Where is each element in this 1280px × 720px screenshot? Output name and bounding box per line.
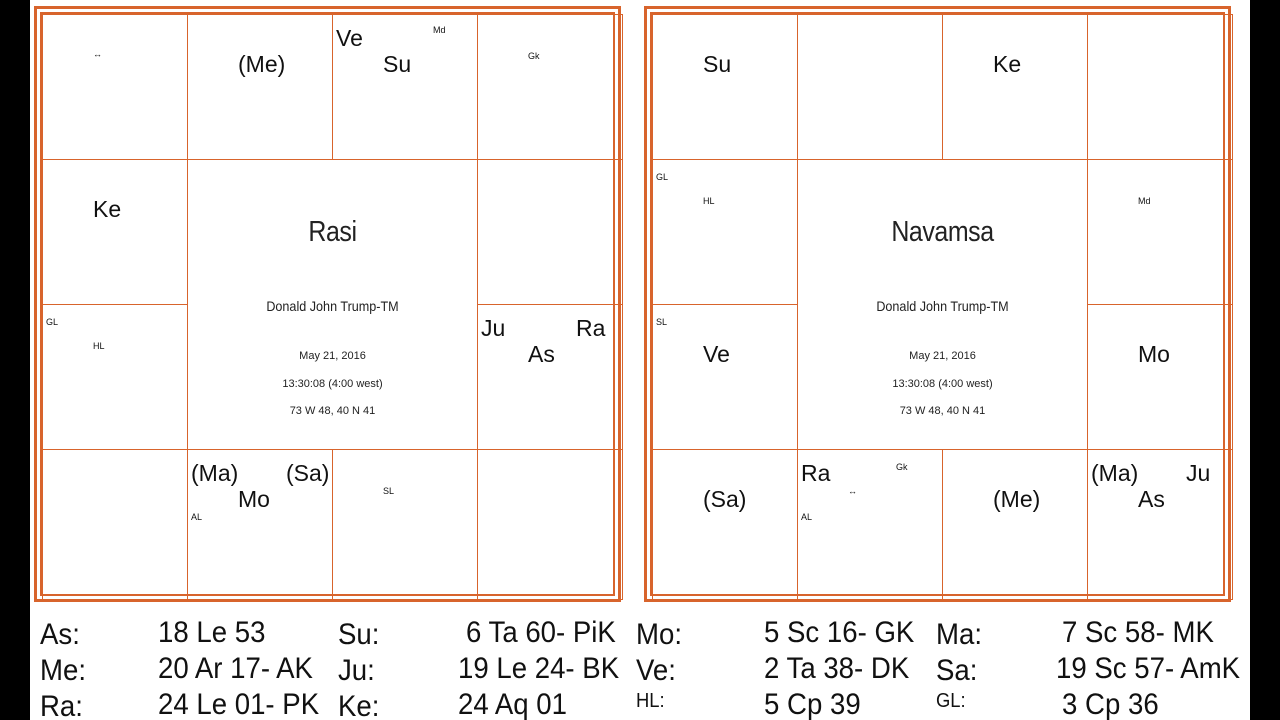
position-value: 5 Sc 16- GK — [764, 616, 915, 649]
position-label: Me: — [40, 654, 87, 687]
navamsa-planet: Gk — [896, 462, 908, 472]
navamsa-planet: HL — [703, 196, 715, 206]
navamsa-planet: ↔ — [848, 486, 857, 496]
rasi-house-r3c2 — [332, 449, 478, 600]
rasi-planet: As — [528, 341, 555, 367]
birth-date: May 21, 2016 — [909, 350, 976, 362]
rasi-house-r1c0 — [42, 159, 188, 305]
rasi-planet: Gk — [528, 51, 540, 61]
navamsa-planet: AL — [801, 512, 813, 522]
position-label: Mo: — [636, 618, 683, 651]
birth-coords: 73 W 48, 40 N 41 — [289, 405, 376, 417]
rasi-planet: ↔ — [93, 49, 102, 59]
navamsa-house-r0c1 — [797, 14, 943, 160]
navamsa-planet: Mo — [1138, 341, 1170, 367]
position-value: 19 Le 24- BK — [458, 652, 620, 685]
position-label: HL: — [636, 690, 665, 712]
navamsa-house-r3c2 — [942, 449, 1088, 600]
rasi-house-r3c3 — [477, 449, 623, 600]
rasi-planet: (Me) — [238, 51, 286, 77]
navamsa-house-r3c1 — [797, 449, 943, 600]
position-label: GL: — [936, 690, 966, 712]
rasi-house-r0c3 — [477, 14, 623, 160]
position-value: 7 Sc 58- MK — [1062, 616, 1214, 649]
rasi-chart — [34, 6, 621, 602]
navamsa-house-r2c0 — [652, 304, 798, 450]
rasi-house-r2c3 — [477, 304, 623, 450]
navamsa-house-r2c3 — [1087, 304, 1233, 450]
navamsa-chart-frame — [650, 12, 1225, 596]
native-name: Donald John Trump-TM — [876, 298, 1009, 314]
navamsa-planet: (Sa) — [703, 486, 747, 512]
rasi-planet: Ra — [576, 315, 606, 341]
navamsa-house-r1c3 — [1087, 159, 1233, 305]
navamsa-planet: (Ma) — [1091, 460, 1139, 486]
navamsa-planet: Ra — [801, 460, 831, 486]
rasi-chart-frame — [40, 12, 615, 596]
rasi-house-r0c2 — [332, 14, 478, 160]
rasi-planet: (Ma) — [191, 460, 239, 486]
navamsa-planet: (Me) — [993, 486, 1041, 512]
rasi-planet: GL — [46, 317, 59, 327]
rasi-planet: Su — [383, 51, 412, 77]
position-label: Ra: — [40, 690, 83, 720]
position-label: Su: — [338, 618, 380, 651]
rasi-planet: SL — [383, 486, 395, 496]
rasi-house-r1c3 — [477, 159, 623, 305]
navamsa-house-r1c0 — [652, 159, 798, 305]
navamsa-planet: Md — [1138, 196, 1151, 206]
rasi-planet: (Sa) — [286, 460, 330, 486]
chart-title: Navamsa — [891, 216, 994, 248]
position-value: 3 Cp 36 — [1062, 688, 1159, 720]
native-name: Donald John Trump-TM — [266, 298, 399, 314]
position-value: 2 Ta 38- DK — [764, 652, 910, 685]
chart-title: Rasi — [308, 216, 357, 248]
rasi-center — [187, 159, 478, 450]
position-label: As: — [40, 618, 80, 651]
rasi-house-r0c0 — [42, 14, 188, 160]
position-value: 24 Aq 01 — [458, 688, 567, 720]
position-label: Ju: — [338, 654, 375, 687]
navamsa-planet: Su — [703, 51, 732, 77]
navamsa-center — [797, 159, 1088, 450]
position-label: Sa: — [936, 654, 978, 687]
birth-time: 13:30:08 (4:00 west) — [892, 378, 993, 390]
navamsa-house-r3c3 — [1087, 449, 1233, 600]
birth-coords: 73 W 48, 40 N 41 — [899, 405, 986, 417]
rasi-house-r3c0 — [42, 449, 188, 600]
position-value: 5 Cp 39 — [764, 688, 861, 720]
rasi-planet: Ju — [481, 315, 506, 341]
rasi-house-r3c1 — [187, 449, 333, 600]
rasi-planet: Md — [433, 25, 446, 35]
navamsa-planet: SL — [656, 317, 668, 327]
planet-positions — [30, 612, 1250, 720]
position-label: Ke: — [338, 690, 380, 720]
position-value: 20 Ar 17- AK — [158, 652, 313, 685]
navamsa-chart — [644, 6, 1231, 602]
navamsa-house-r0c0 — [652, 14, 798, 160]
navamsa-house-r0c3 — [1087, 14, 1233, 160]
navamsa-house-r3c0 — [652, 449, 798, 600]
navamsa-planet: As — [1138, 486, 1165, 512]
rasi-planet: Mo — [238, 486, 270, 512]
position-value: 6 Ta 60- PiK — [466, 616, 616, 649]
rasi-house-r0c1 — [187, 14, 333, 160]
navamsa-house-r0c2 — [942, 14, 1088, 160]
navamsa-planet: Ve — [703, 341, 730, 367]
rasi-planet: AL — [191, 512, 203, 522]
position-value: 19 Sc 57- AmK — [1056, 652, 1241, 685]
position-value: 24 Le 01- PK — [158, 688, 320, 720]
birth-date: May 21, 2016 — [299, 350, 366, 362]
navamsa-planet: Ke — [993, 51, 1022, 77]
navamsa-planet: Ju — [1186, 460, 1211, 486]
navamsa-planet: GL — [656, 172, 669, 182]
position-value: 18 Le 53 — [158, 616, 266, 649]
position-label: Ma: — [936, 618, 983, 651]
sheet — [30, 0, 1250, 720]
birth-time: 13:30:08 (4:00 west) — [282, 378, 383, 390]
rasi-planet: Ke — [93, 196, 122, 222]
rasi-planet: HL — [93, 341, 105, 351]
position-label: Ve: — [636, 654, 676, 687]
rasi-house-r2c0 — [42, 304, 188, 450]
rasi-planet: Ve — [336, 25, 363, 51]
